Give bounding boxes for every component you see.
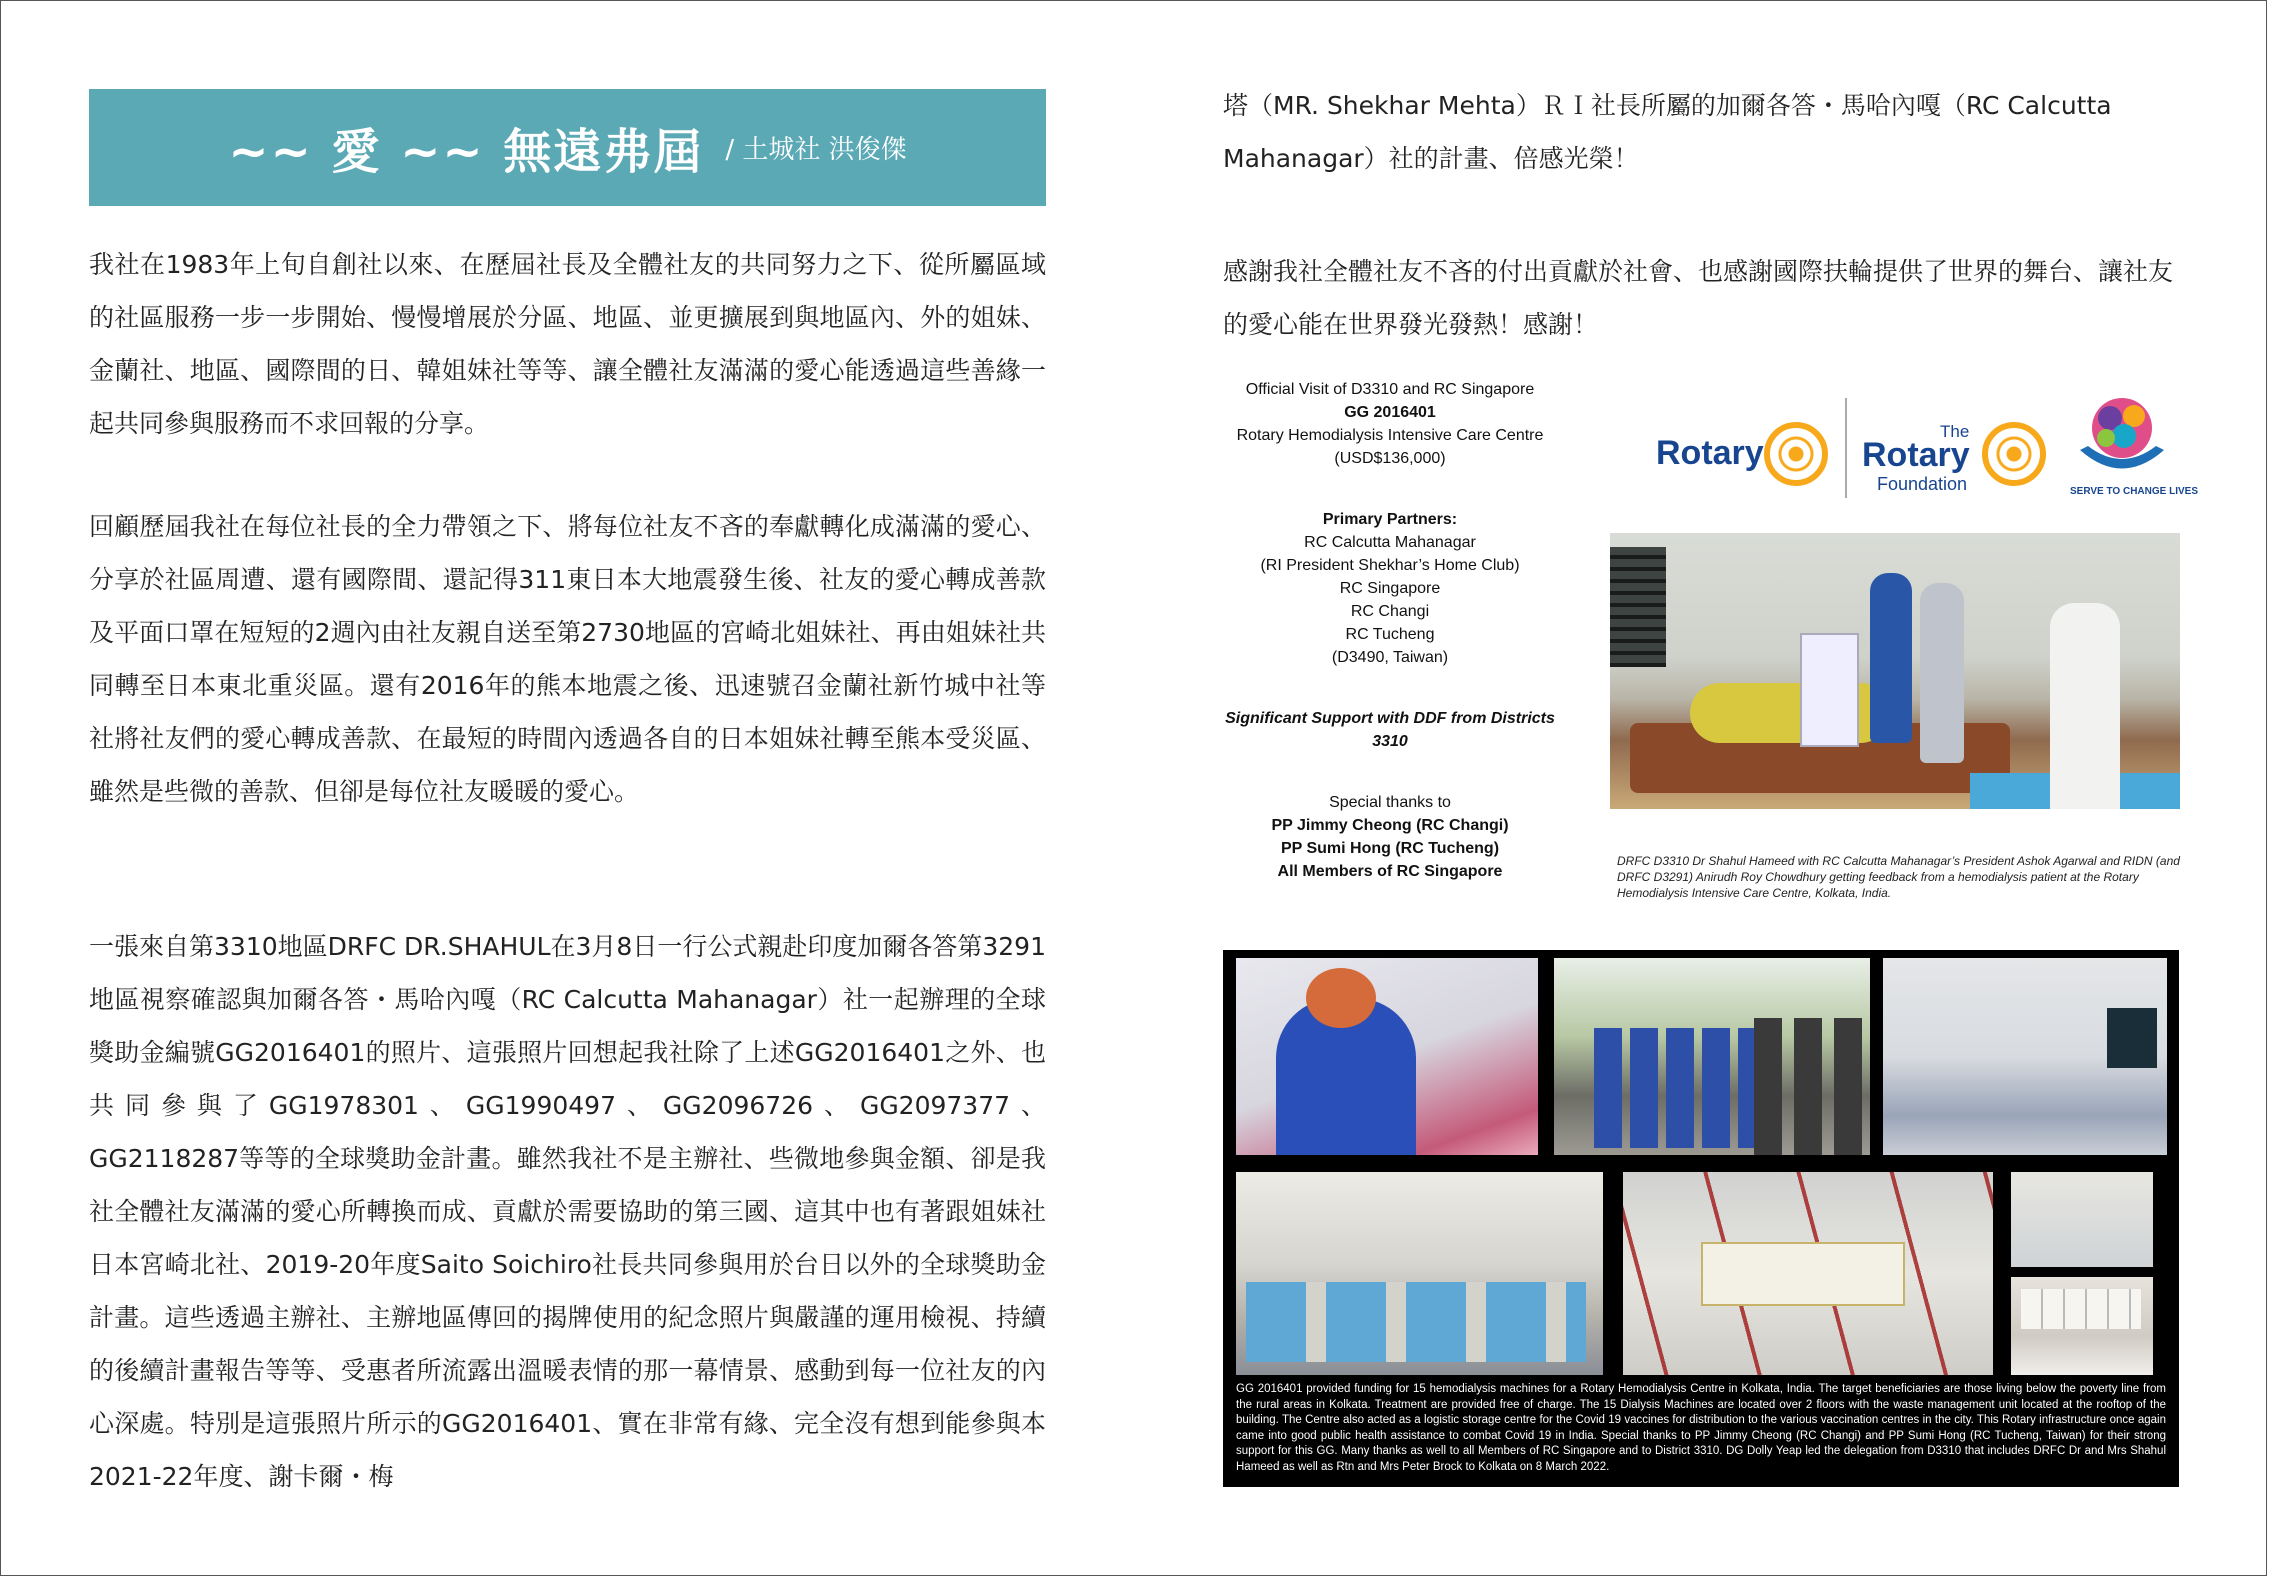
partner-item: (D3490, Taiwan) bbox=[1331, 649, 1449, 666]
rotary-logo-text: Rotary bbox=[1656, 434, 1764, 472]
grant-info-block bbox=[1210, 378, 1570, 883]
collage-caption: GG 2016401 provided funding for 15 hemodialysis machines for a Rotary Hemodialysis Centre in Kolkata, India. The target beneficiaries are those living below the poverty line from the rural areas in Kolkata. Treatment are provided free of charge. The 15 Dialysis Machines are located over 2 floors with the waste management unit located at the rooftop of the building. The Centre also acted as a logistic storage centre for the Covid 19 vaccines for distribution to the various vaccination centres in the city. This Rotary infrastructure once again came into good public health assistance to combat Covid 19 in India. Special thanks to PP Jimmy Cheong (RC Changi) and PP Sumi Hong (RC Tucheng, Taiwan) for their strong support for this GG. Many thanks as well to all Members of RC Singapore and to District 3310. DG Dolly Yeap led the delegation from D3310 that includes DRFC Dr and Mrs Shahul Hameed as well as Rtn and Mrs Peter Brock to Kolkata on 8 March 2022. bbox=[1236, 1383, 2166, 1473]
photo-caption: DRFC D3310 Dr Shahul Hameed with RC Calcutta Mahanagar’s President Ashok Agarwal and RIDN (and DRFC D3291) Anirudh Roy Chowdhury getting feedback from a hemodialysis patient at the Rotary Hemodialysis Intensive Care Centre, Kolkata, India. bbox=[1617, 854, 2180, 900]
photo-collage bbox=[1223, 950, 2179, 1487]
collage-photo-6 bbox=[2011, 1172, 2153, 1267]
foundation-rotary-text: Rotary bbox=[1862, 436, 1970, 474]
partner-item: (RI President Shekhar’s Home Club) bbox=[1260, 557, 1520, 574]
serve-hands-icon bbox=[2072, 392, 2172, 482]
foundation-the-text: The bbox=[1940, 422, 1970, 441]
foundation-sub-text: Foundation bbox=[1877, 474, 1968, 494]
thanks-item: PP Jimmy Cheong (RC Changi) bbox=[1271, 817, 1509, 834]
paragraph-2 bbox=[89, 500, 1046, 818]
collage-photo-4 bbox=[1236, 1172, 1603, 1375]
right-paragraph-1: 塔（MR. Shekhar Mehta）ＲＩ社長所屬的加爾各答・馬哈內嘎（RC Calcutta Mahanagar）社的計畫、倍感光榮！ bbox=[1223, 91, 2112, 173]
article-title-band bbox=[89, 89, 1046, 206]
partner-item: RC Singapore bbox=[1339, 580, 1441, 597]
collage-photo-2 bbox=[1554, 958, 1870, 1155]
article-author: / 土城社 洪俊傑 bbox=[725, 135, 907, 165]
motto-text: SERVE TO CHANGE LIVES bbox=[2070, 486, 2198, 497]
collage-photo-3 bbox=[1883, 958, 2167, 1155]
paragraph-3-text: 一張來自第3310地區DRFC DR.SHAHUL在3月8日一行公式親赴印度加爾各答第3291地區視察確認與加爾各答・馬哈內嘎（RC Calcutta Mahanagar）社一起辦理的全球獎助金編號GG2016401的照片、這張照片回想起我社除了上述GG2016401之外、也共同參與了GG1978301、GG1990497、GG2096726、GG2097377、GG2118287等等的全球獎助金計畫。雖然我社不是主辦社、些微地參與金額、卻是我社全體社友滿滿的愛心所轉換而成、貢獻於需要協助的第三國、這其中也有著跟姐妹社日本宮崎北社、2019-20年度Saito Soichiro社長共同參與用於台日以外的全球獎助金計畫。這些透過主辦社、主辦地區傳回的揭牌使用的紀念照片與嚴謹的運用檢視、持續的後續計畫報告等等、受惠者所流露出溫暖表情的那一幕情景、感動到每一位社友的內心深處。特別是這張照片所示的GG2016401、實在非常有緣、完全沒有想到能參與本2021-22年度、謝卡爾・梅 bbox=[89, 932, 1046, 1491]
partner-item: RC Changi bbox=[1350, 603, 1430, 620]
collage-photo-1 bbox=[1236, 958, 1538, 1155]
logo-divider bbox=[1845, 398, 1847, 498]
partners-title: Primary Partners: bbox=[1322, 511, 1458, 528]
thanks-item: PP Sumi Hong (RC Tucheng) bbox=[1280, 840, 1500, 857]
paragraph-3 bbox=[89, 920, 1046, 1503]
info-amount: (USD$136,000) bbox=[1334, 450, 1446, 467]
partner-item: RC Calcutta Mahanagar bbox=[1304, 534, 1476, 551]
collage-photo-7 bbox=[2011, 1277, 2153, 1375]
thanks-item: All Members of RC Singapore bbox=[1277, 863, 1503, 880]
logo-strip bbox=[1652, 378, 2198, 504]
partner-item: RC Tucheng bbox=[1345, 626, 1435, 643]
foundation-wheel-icon bbox=[1982, 422, 2046, 486]
article-title: ~~ 愛 ~~ 無遠弗屆 bbox=[228, 124, 704, 180]
support-note: Significant Support with DDF from Districts 3310 bbox=[1225, 710, 1555, 750]
right-paragraph-2: 感謝我社全體社友不吝的付出貢獻於社會、也感謝國際扶輪提供了世界的舞台、讓社友的愛心能在世界發光發熱！感謝！ bbox=[1223, 257, 2174, 339]
paragraph-2-text: 回顧歷屆我社在每位社長的全力帶領之下、將每位社友不吝的奉獻轉化成滿滿的愛心、分享於社區周遭、還有國際間、還記得311東日本大地震發生後、社友的愛心轉成善款及平面口罩在短短的2週內由社友親自送至第2730地區的宮崎北姐妹社、再由姐妹社共同轉至日本東北重災區。還有2016年的熊本地震之後、迅速號召金蘭社新竹城中社等社將社友們的愛心轉成善款、在最短的時間內透過各自的日本姐妹社轉至熊本受災區、雖然是些微的善款、但卻是每位社友暖暖的愛心。 bbox=[89, 512, 1046, 806]
info-line-3: Rotary Hemodialysis Intensive Care Centre bbox=[1236, 427, 1544, 444]
hemodialysis-visit-photo bbox=[1610, 533, 2180, 809]
collage-photo-5 bbox=[1623, 1172, 1993, 1375]
rotary-wheel-icon bbox=[1764, 422, 1828, 486]
paragraph-1 bbox=[89, 238, 1046, 450]
info-grant-number: GG 2016401 bbox=[1344, 404, 1436, 421]
info-line-1: Official Visit of D3310 and RC Singapore bbox=[1245, 381, 1535, 398]
thanks-title: Special thanks to bbox=[1329, 794, 1451, 811]
paragraph-1-text: 我社在1983年上旬自創社以來、在歷屆社長及全體社友的共同努力之下、從所屬區域的社區服務一步一步開始、慢慢增展於分區、地區、並更擴展到與地區內、外的姐妹、金蘭社、地區、國際間的日、韓姐妹社等等、讓全體社友滿滿的愛心能透過這些善緣一起共同參與服務而不求回報的分享。 bbox=[89, 250, 1046, 438]
